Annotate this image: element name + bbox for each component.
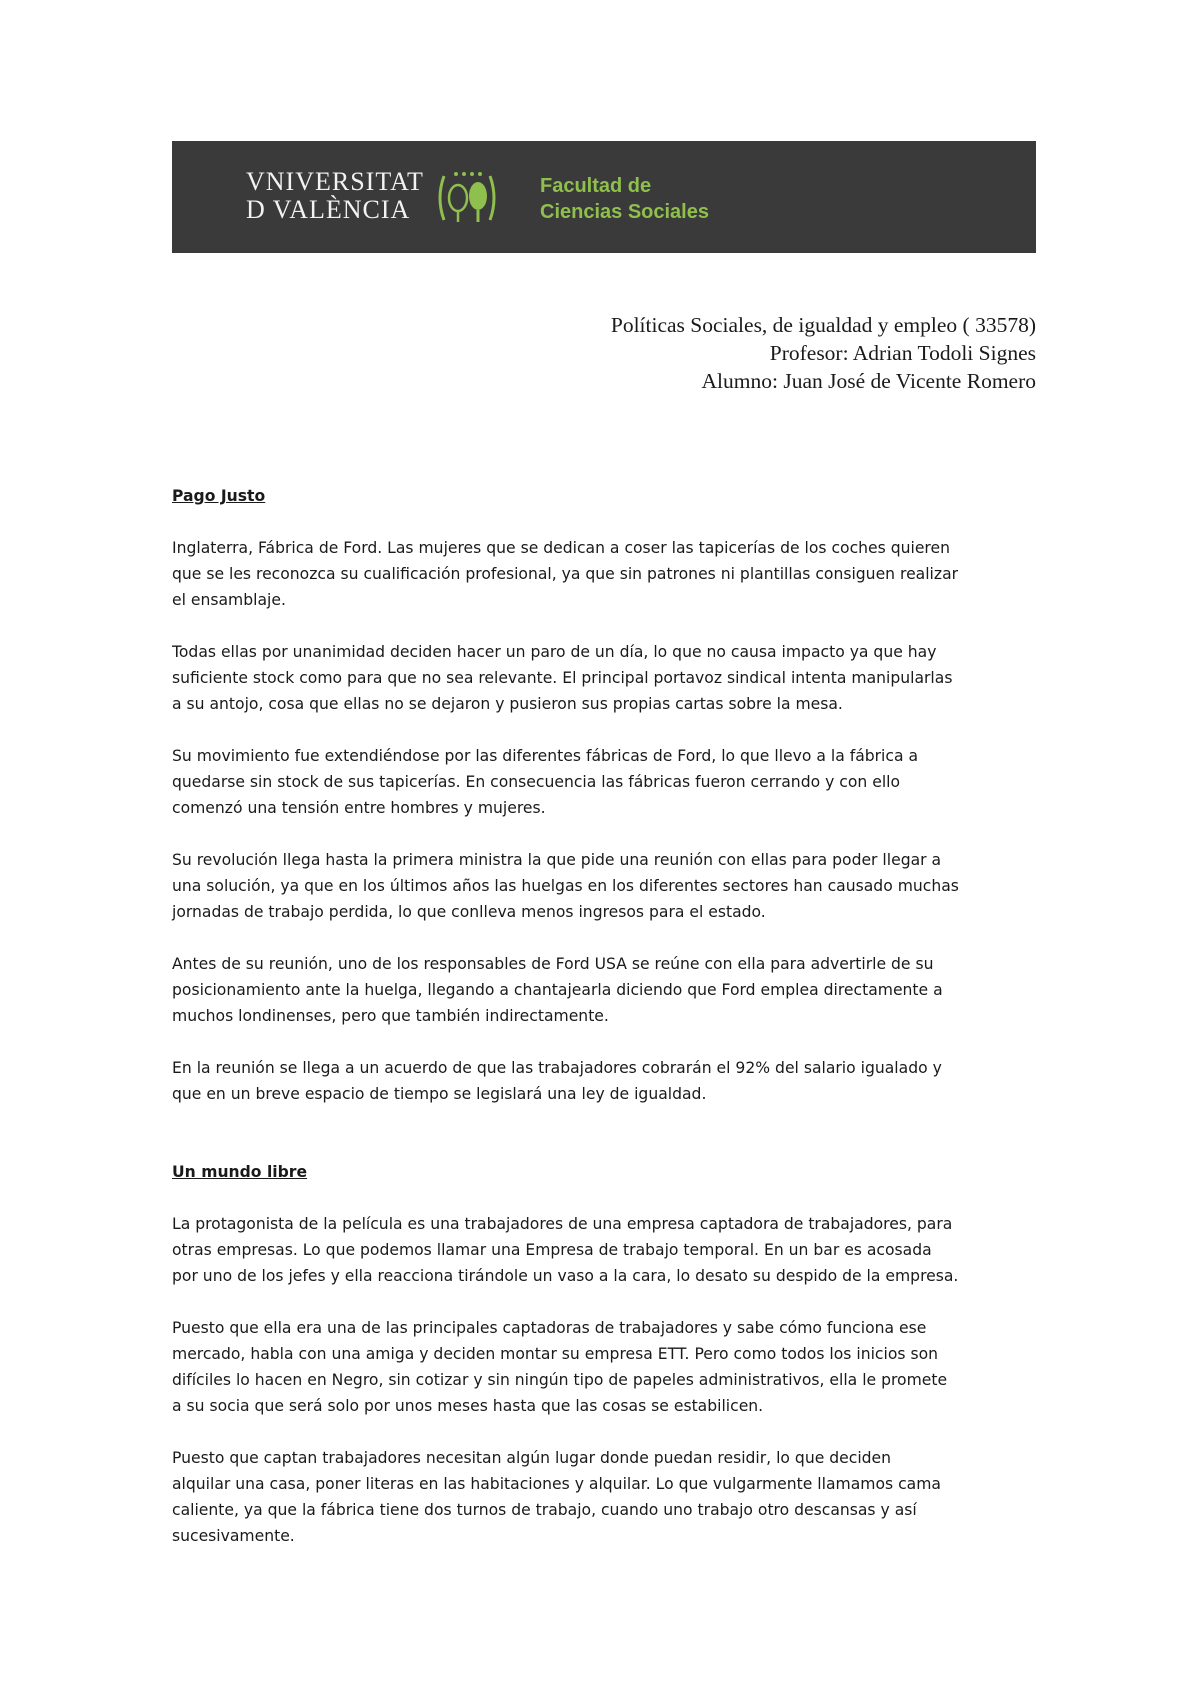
university-name-line1: VNIVERSITAT	[246, 167, 424, 196]
university-banner	[172, 141, 1036, 253]
body-paragraph	[172, 1445, 1036, 1549]
paragraph-line: posicionamiento ante la huelga, llegando a chantajearla diciendo que Ford emplea directamente a	[172, 981, 943, 999]
university-logo	[246, 168, 424, 224]
paragraph-line: difíciles lo hacen en Negro, sin cotizar y sin ningún tipo de papeles administrativos, ella le promete	[172, 1371, 948, 1389]
paragraph-line: a su socia que será solo por unos meses hasta que las cosas se estabilicen.	[172, 1397, 764, 1415]
student-line: Alumno: Juan José de Vicente Romero	[701, 369, 1036, 393]
paragraph-line: que en un breve espacio de tiempo se legislará una ley de igualdad.	[172, 1085, 707, 1103]
document-body	[172, 483, 1036, 1549]
body-paragraph	[172, 1315, 1036, 1419]
paragraph-line: a su antojo, cosa que ellas no se dejaron y pusieron sus propias cartas sobre la mesa.	[172, 695, 843, 713]
paragraph-line: una solución, ya que en los últimos años las huelgas en los diferentes sectores han causado muchas	[172, 877, 959, 895]
body-paragraph	[172, 1211, 1036, 1289]
university-name-line2: D VALÈNCIA	[246, 195, 411, 224]
paragraph-line: alquilar una casa, poner literas en las habitaciones y alquilar. Lo que vulgarmente llamamos cama	[172, 1475, 941, 1493]
paragraph-line: La protagonista de la película es una trabajadores de una empresa captadora de trabajadores, para	[172, 1215, 953, 1233]
paragraph-line: muchos londinenses, pero que también indirectamente.	[172, 1007, 609, 1025]
paragraph-line: En la reunión se llega a un acuerdo de que las trabajadores cobrarán el 92% del salario igualado y	[172, 1059, 942, 1077]
paragraph-line: suficiente stock como para que no sea relevante. El principal portavoz sindical intenta manipularlas	[172, 669, 953, 687]
section-heading: Un mundo libre	[172, 1163, 308, 1181]
professor-line: Profesor: Adrian Todoli Signes	[769, 341, 1036, 365]
faculty-name-line2: Ciencias Sociales	[540, 201, 709, 223]
course-title: Políticas Sociales, de igualdad y empleo ( 33578)	[610, 313, 1036, 337]
body-paragraph	[172, 535, 1036, 613]
paragraph-line: caliente, ya que la fábrica tiene dos turnos de trabajo, cuando uno trabajo otro descansas y así	[172, 1501, 917, 1519]
paragraph-line: quedarse sin stock de sus tapicerías. En consecuencia las fábricas fueron cerrando y con ello	[172, 773, 901, 791]
faculty-seal-icon	[434, 168, 500, 228]
paragraph-line: el ensamblaje.	[172, 591, 286, 609]
section-spacer	[172, 1133, 1036, 1159]
faculty-name-line1: Facultad de	[540, 175, 652, 197]
document-page	[172, 141, 1036, 1575]
paragraph-line: Inglaterra, Fábrica de Ford. Las mujeres que se dedican a coser las tapicerías de los coches quieren	[172, 539, 950, 557]
section-heading: Pago Justo	[172, 487, 266, 505]
paragraph-line: jornadas de trabajo perdida, lo que conlleva menos ingresos para el estado.	[172, 903, 766, 921]
paragraph-line: mercado, habla con una amiga y deciden montar su empresa ETT. Pero como todos los inicios son	[172, 1345, 939, 1363]
faculty-name	[540, 173, 709, 225]
paragraph-line: que se les reconozca su cualificación profesional, ya que sin patrones ni plantillas consiguen realizar	[172, 565, 959, 583]
paragraph-line: comenzó una tensión entre hombres y mujeres.	[172, 799, 546, 817]
paragraph-line: Puesto que ella era una de las principales captadoras de trabajadores y sabe cómo funciona ese	[172, 1319, 927, 1337]
paragraph-line: Puesto que captan trabajadores necesitan algún lugar donde puedan residir, lo que deciden	[172, 1449, 892, 1467]
paragraph-line: Su movimiento fue extendiéndose por las diferentes fábricas de Ford, lo que llevo a la fábrica a	[172, 747, 919, 765]
body-paragraph	[172, 1055, 1036, 1107]
body-paragraph	[172, 951, 1036, 1029]
paragraph-line: sucesivamente.	[172, 1527, 295, 1545]
body-paragraph	[172, 847, 1036, 925]
paragraph-line: por uno de los jefes y ella reacciona tirándole un vaso a la cara, lo desato su despido de la empresa.	[172, 1267, 959, 1285]
paragraph-line: Todas ellas por unanimidad deciden hacer un paro de un día, lo que no causa impacto ya que hay	[172, 643, 937, 661]
paragraph-line: Antes de su reunión, uno de los responsables de Ford USA se reúne con ella para advertirle de su	[172, 955, 934, 973]
course-info-block	[172, 311, 1036, 395]
paragraph-line: otras empresas. Lo que podemos llamar una Empresa de trabajo temporal. En un bar es acosada	[172, 1241, 932, 1259]
paragraph-line: Su revolución llega hasta la primera ministra la que pide una reunión con ellas para poder llegar a	[172, 851, 942, 869]
body-paragraph	[172, 639, 1036, 717]
body-paragraph	[172, 743, 1036, 821]
